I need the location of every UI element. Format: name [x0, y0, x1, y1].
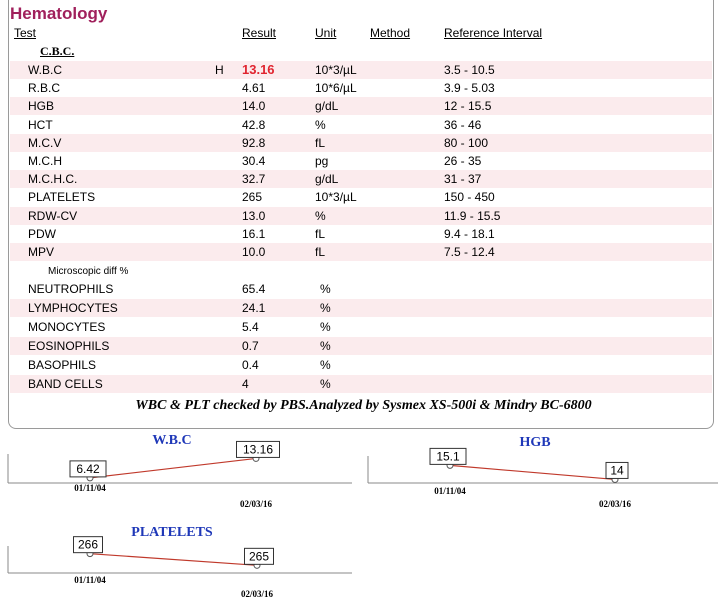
- table-row: [10, 337, 712, 355]
- test-name: R.B.C: [28, 81, 61, 96]
- result-unit: %: [320, 319, 331, 334]
- test-name: RDW-CV: [28, 208, 78, 223]
- test-name: PDW: [28, 226, 56, 241]
- date-label: 02/03/16: [598, 499, 632, 509]
- result-unit: 10*3/µL: [315, 63, 357, 77]
- reference-interval: 26 - 35: [444, 154, 482, 168]
- column-header-test: Test: [14, 26, 37, 40]
- result-unit: 10*3/µL: [315, 190, 357, 205]
- value-label: 13.16: [242, 442, 274, 457]
- reference-interval: 80 - 100: [444, 135, 489, 150]
- wbc-trend-chart: [0, 428, 360, 516]
- test-name: BASOPHILS: [28, 357, 97, 372]
- result-flag: H: [215, 63, 224, 77]
- result-unit: fL: [315, 245, 326, 259]
- diff-subheading: Microscopic diff %: [48, 266, 129, 277]
- test-name: HGB: [28, 99, 55, 114]
- test-name: MPV: [28, 245, 55, 259]
- chart-title: PLATELETS: [131, 525, 213, 540]
- value-label: 15.1: [436, 449, 460, 464]
- result-value: 92.8: [242, 135, 266, 150]
- column-header-method: Method: [370, 26, 411, 40]
- result-value: 42.8: [242, 117, 266, 132]
- table-row: [10, 375, 712, 393]
- trend-line: [450, 465, 615, 479]
- result-unit: %: [320, 357, 331, 372]
- table-row: [10, 280, 712, 298]
- value-label: 6.42: [76, 461, 100, 476]
- hgb-trend-chart: [360, 428, 727, 516]
- result-value: 30.4: [242, 154, 266, 168]
- column-header-unit: Unit: [315, 26, 337, 40]
- table-row: [10, 188, 712, 206]
- test-name: BAND CELLS: [28, 376, 103, 391]
- test-name: LYMPHOCYTES: [28, 300, 118, 315]
- result-unit: %: [320, 376, 331, 391]
- result-value: 16.1: [242, 226, 266, 241]
- result-value: 10.0: [242, 245, 266, 259]
- column-header-reference: Reference Interval: [444, 26, 543, 40]
- result-unit: g/dL: [315, 99, 339, 114]
- table-row: [10, 152, 712, 170]
- table-row: [10, 356, 712, 374]
- result-unit: %: [315, 208, 326, 223]
- result-unit: %: [320, 282, 331, 296]
- result-value: 0.7: [242, 338, 259, 353]
- table-row: [10, 116, 712, 134]
- table-row: [10, 207, 712, 225]
- trend-line: [90, 554, 257, 566]
- result-unit: fL: [315, 135, 326, 150]
- test-name: PLATELETS: [28, 190, 96, 205]
- reference-interval: 150 - 450: [444, 190, 495, 205]
- result-value: 4: [242, 376, 249, 391]
- test-name: M.C.H: [28, 154, 62, 168]
- table-row: [10, 225, 712, 243]
- analysis-note: WBC & PLT checked by PBS.Analyzed by Sysmex XS-500i & Mindry BC-6800: [135, 398, 592, 413]
- group-title-cbc: C.B.C.: [40, 44, 75, 58]
- result-value: 13.16: [242, 62, 275, 77]
- value-label: 14: [610, 463, 624, 478]
- result-value: 14.0: [242, 99, 266, 114]
- date-label: 02/03/16: [239, 499, 273, 509]
- table-row: [10, 79, 712, 97]
- table-row: [10, 134, 712, 152]
- value-label: 266: [77, 537, 99, 552]
- result-unit: 10*6/µL: [315, 81, 357, 96]
- result-value: 0.4: [242, 357, 259, 372]
- chart-title: HGB: [519, 435, 551, 450]
- platelets-trend-chart: [0, 518, 360, 614]
- value-label: 265: [248, 549, 270, 564]
- test-name: EOSINOPHILS: [28, 338, 110, 353]
- reference-interval: 3.9 - 5.03: [444, 81, 495, 96]
- result-value: 32.7: [242, 172, 266, 187]
- test-name: NEUTROPHILS: [28, 282, 114, 296]
- result-value: 5.4: [242, 319, 259, 334]
- date-label: 01/11/04: [434, 486, 466, 496]
- result-value: 24.1: [242, 300, 266, 315]
- column-header-result: Result: [242, 26, 277, 40]
- chart-title: W.B.C: [152, 433, 192, 448]
- result-unit: fL: [315, 226, 326, 241]
- test-name: HCT: [28, 117, 53, 132]
- result-unit: %: [315, 117, 326, 132]
- result-unit: pg: [315, 154, 329, 168]
- date-label: 01/11/04: [74, 575, 106, 585]
- table-row: [10, 243, 712, 261]
- result-unit: %: [320, 338, 331, 353]
- reference-interval: 12 - 15.5: [444, 99, 492, 114]
- date-label: 01/11/04: [74, 483, 106, 493]
- reference-interval: 7.5 - 12.4: [444, 245, 495, 259]
- test-name: W.B.C: [28, 63, 63, 77]
- result-value: 65.4: [242, 282, 266, 296]
- result-value: 13.0: [242, 208, 266, 223]
- test-name: M.C.H.C.: [28, 172, 78, 187]
- table-row: [10, 170, 712, 188]
- result-value: 4.61: [242, 81, 266, 96]
- table-row: [10, 318, 712, 336]
- reference-interval: 36 - 46: [444, 117, 482, 132]
- reference-interval: 3.5 - 10.5: [444, 63, 495, 77]
- reference-interval: 31 - 37: [444, 172, 482, 187]
- result-value: 265: [242, 190, 263, 205]
- reference-interval: 11.9 - 15.5: [444, 208, 501, 223]
- reference-interval: 9.4 - 18.1: [444, 226, 495, 241]
- date-label: 02/03/16: [240, 589, 274, 599]
- table-row: [10, 299, 712, 317]
- table-row: [10, 61, 712, 79]
- result-unit: g/dL: [315, 172, 339, 187]
- test-name: M.C.V: [28, 135, 62, 150]
- table-row: [10, 97, 712, 115]
- trend-line: [90, 458, 256, 477]
- section-title: Hematology: [10, 4, 108, 23]
- test-name: MONOCYTES: [28, 319, 106, 334]
- result-unit: %: [320, 300, 331, 315]
